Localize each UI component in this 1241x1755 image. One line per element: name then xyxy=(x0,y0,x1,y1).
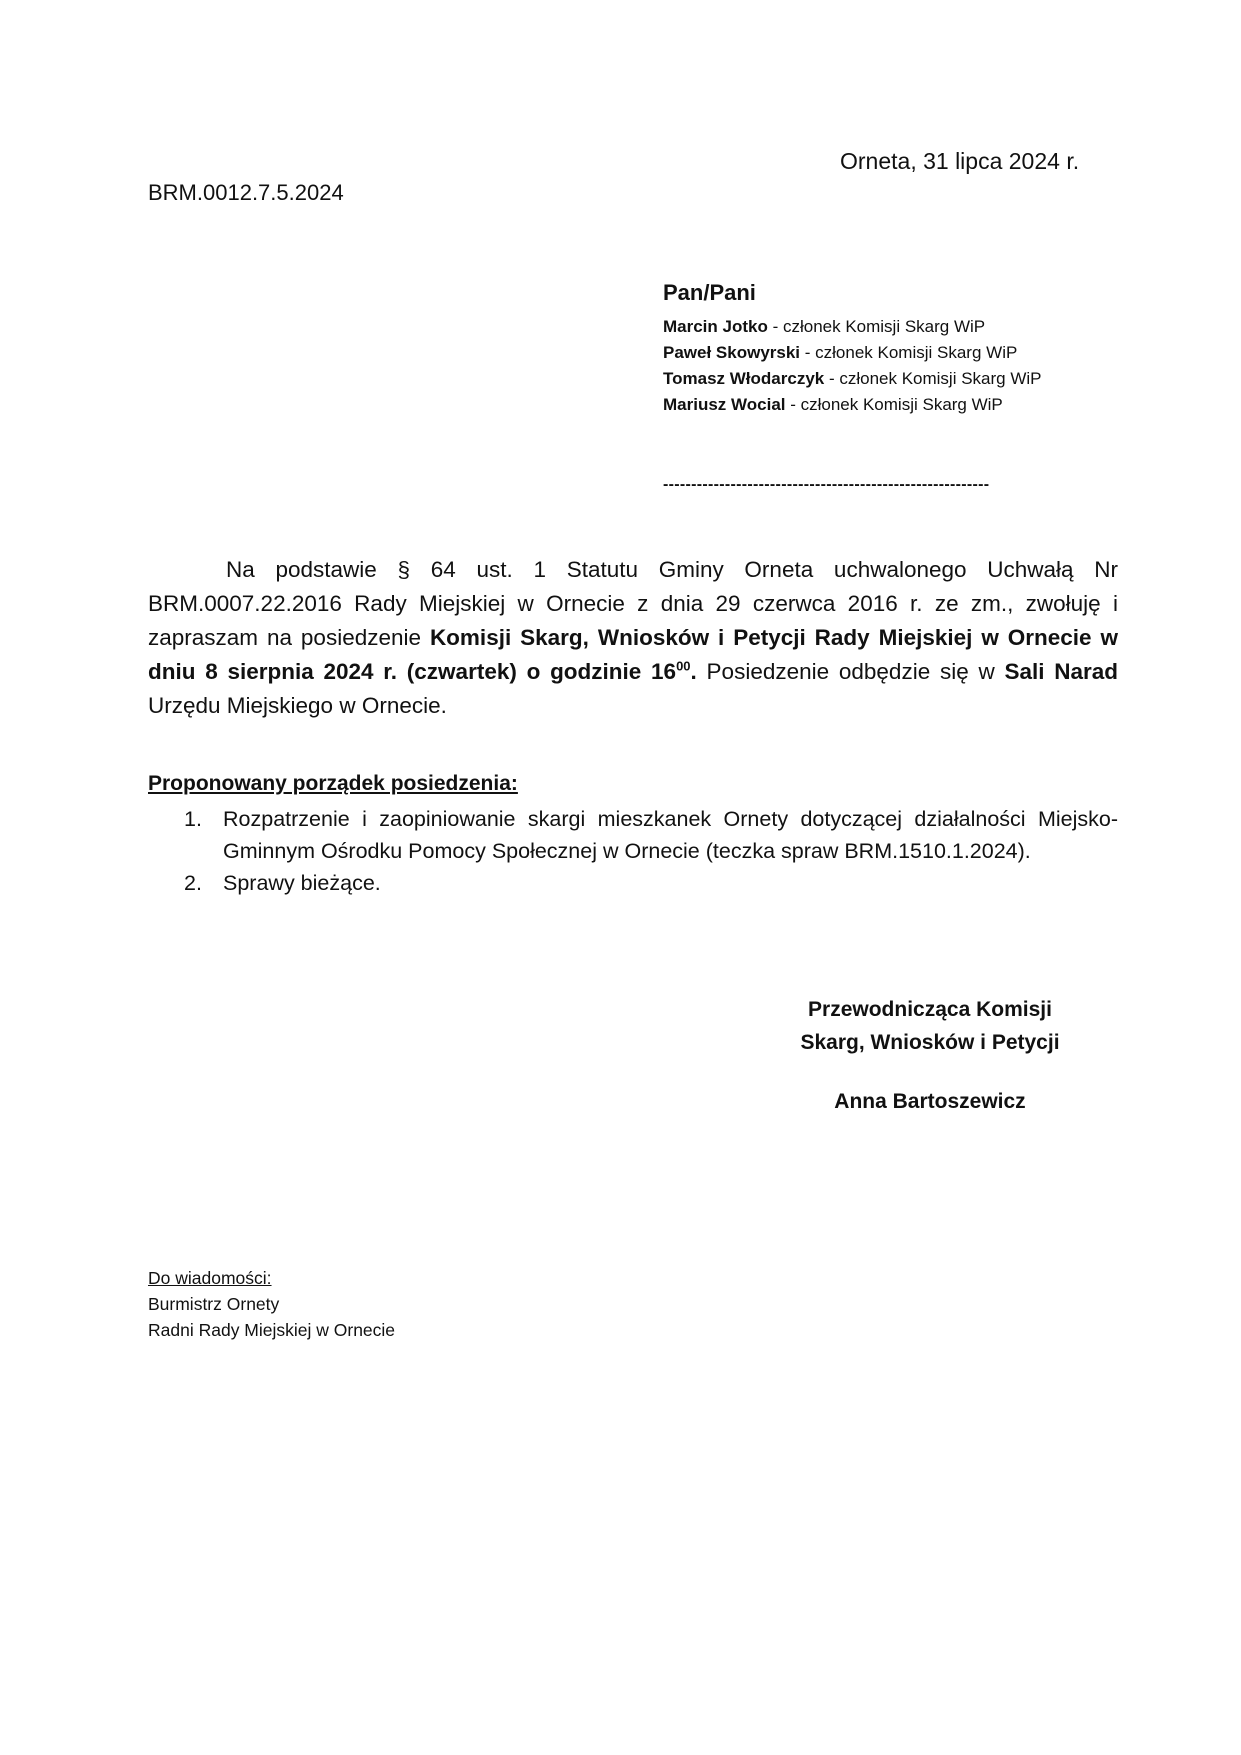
recipient-name: Mariusz Wocial xyxy=(663,395,786,414)
sentence-end: . xyxy=(690,659,697,684)
committee-meeting-details: Komisji Skarg, Wniosków i Petycji Rady Miejskiej w Ornecie w dniu 8 sierpnia 2024 r. (czwartek) o godzinie 16 xyxy=(148,625,1118,684)
dashed-separator: ---------------------------------------------------------- xyxy=(663,476,990,493)
agenda-item-text: Rozpatrzenie i zaopiniowanie skargi mieszkanek Ornety dotyczącej działalności Miejsko-Gminnym Ośrodku Pomocy Społecznej w Ornecie (teczka spraw BRM.1510.1.2024). xyxy=(223,807,1118,863)
recipient-name: Marcin Jotko xyxy=(663,317,768,336)
agenda-item-text: Sprawy bieżące. xyxy=(223,871,381,895)
recipient-role: - członek Komisji Skarg WiP xyxy=(800,343,1018,362)
recipient-name: Paweł Skowyrski xyxy=(663,343,801,362)
cc-heading: Do wiadomości: xyxy=(148,1268,272,1288)
agenda-list xyxy=(148,803,1118,899)
time-minutes: 00 xyxy=(676,658,691,674)
place-date: Orneta, 31 lipca 2024 r. xyxy=(840,148,1080,174)
addressee-block xyxy=(663,280,1042,418)
cc-block xyxy=(148,1265,395,1343)
recipient-role: - członek Komisji Skarg WiP xyxy=(785,395,1003,414)
invitation-paragraph xyxy=(148,553,1118,723)
agenda-item-number: 2. xyxy=(184,871,202,895)
cc-item: Radni Rady Miejskiej w Ornecie xyxy=(148,1320,396,1340)
cc-item: Burmistrz Ornety xyxy=(148,1294,280,1314)
reference-number: BRM.0012.7.5.2024 xyxy=(148,180,344,205)
recipient xyxy=(663,340,1042,366)
venue-room: Sali Narad xyxy=(1004,659,1118,684)
recipient-name: Tomasz Włodarczyk xyxy=(663,369,825,388)
recipient-role: - członek Komisji Skarg WiP xyxy=(767,317,986,336)
agenda-heading: Proponowany porządek posiedzenia: xyxy=(148,772,518,795)
signatory-title-line1: Przewodnicząca Komisji xyxy=(808,998,1052,1021)
recipient xyxy=(663,392,1042,418)
recipient xyxy=(663,366,1042,392)
signatory-title-line2: Skarg, Wniosków i Petycji xyxy=(800,1031,1060,1054)
signatory-name: Anna Bartoszewicz xyxy=(834,1090,1026,1113)
venue-building: Urzędu Miejskiego w Ornecie. xyxy=(148,693,447,718)
signature-block xyxy=(760,993,1100,1118)
recipient xyxy=(663,314,1042,340)
venue-intro: Posiedzenie odbędzie się w xyxy=(696,659,1005,684)
recipient-role: - członek Komisji Skarg WiP xyxy=(824,369,1042,388)
intro-text: Na podstawie § 64 ust. 1 Statutu Gminy Orneta uchwalonego Uchwałą Nr BRM.0007.22.2016 Rady Miejskiej w Ornecie z dnia 29 czerwca 2016 r. ze zm., zwołuję i zapraszam na posiedzenie xyxy=(148,557,1118,650)
agenda-item-number: 1. xyxy=(184,807,202,831)
agenda-item xyxy=(148,867,1118,899)
agenda-item xyxy=(148,803,1118,867)
salutation: Pan/Pani xyxy=(663,280,756,305)
